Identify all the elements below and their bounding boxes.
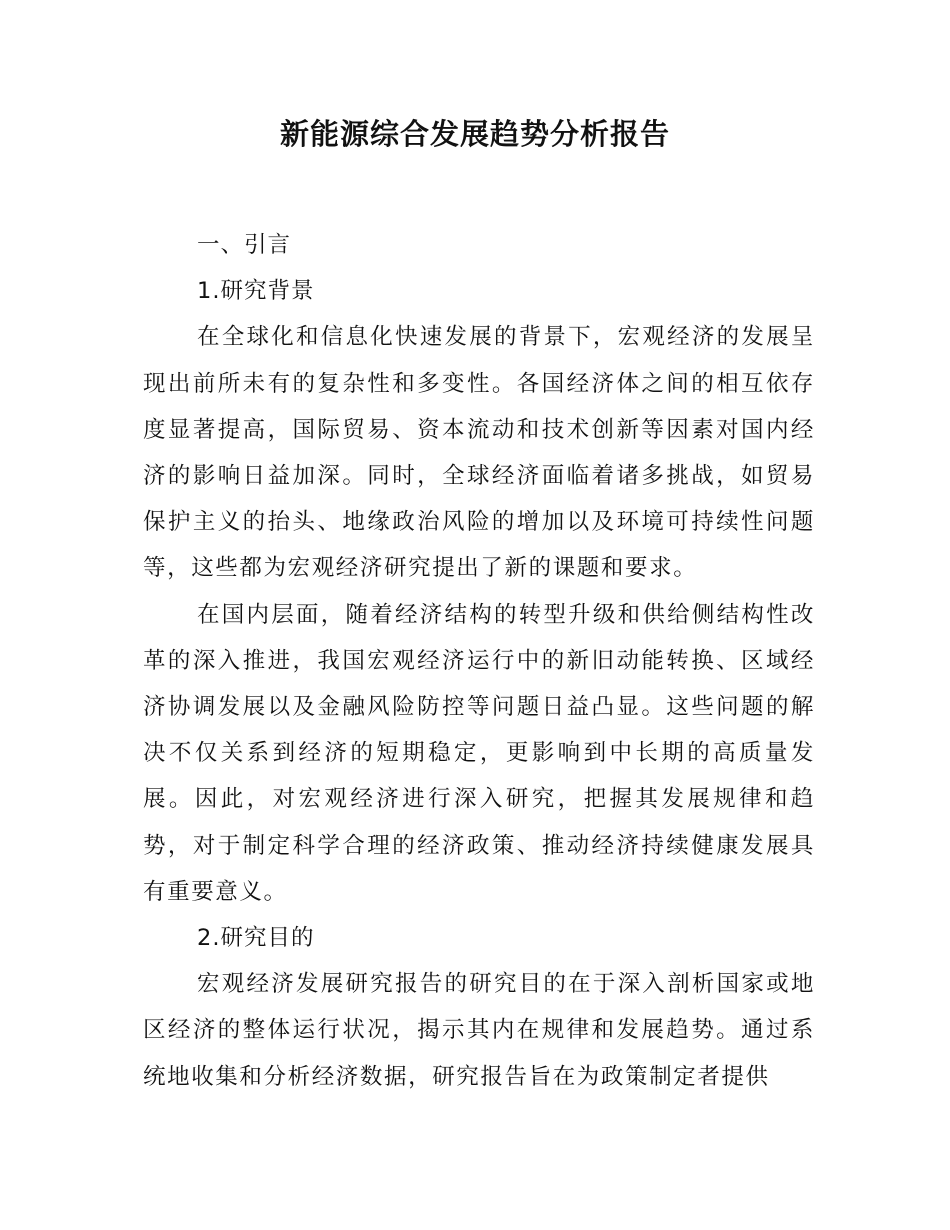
paragraph-background-domestic: 在国内层面，随着经济结构的转型升级和供给侧结构性改革的深入推进，我国宏观经济运行中的新旧动能转换、区域经济协调发展以及金融风险防控等问题日益凸显。这些问题的解决不仅关系到经济的短期稳定，更影响到中长期的高质量发展。因此，对宏观经济进行深入研究，把握其发展规律和趋势，对于制定科学合理的经济政策、推动经济持续健康发展具有重要意义。 (143, 601, 815, 905)
subsection-heading-research-purpose: 2.研究目的 (197, 925, 315, 952)
paragraph-research-purpose: 宏观经济发展研究报告的研究目的在于深入剖析国家或地区经济的整体运行状况，揭示其内在规律和发展趋势。通过系统地收集和分析经济数据，研究报告旨在为政策制定者提供 (143, 971, 815, 1090)
section-heading-introduction: 一、引言 (197, 232, 292, 258)
document-body (143, 222, 815, 1100)
document-title: 新能源综合发展趋势分析报告 (279, 117, 670, 151)
subsection-heading-research-background: 1.研究背景 (197, 278, 315, 305)
paragraph-background-global: 在全球化和信息化快速发展的背景下，宏观经济的发展呈现出前所未有的复杂性和多变性。各国经济体之间的相互依存度显著提高，国际贸易、资本流动和技术创新等因素对国内经济的影响日益加深。同时，全球经济面临着诸多挑战，如贸易保护主义的抬头、地缘政治风险的增加以及环境可持续性问题等，这些都为宏观经济研究提出了新的课题和要求。 (143, 324, 815, 582)
